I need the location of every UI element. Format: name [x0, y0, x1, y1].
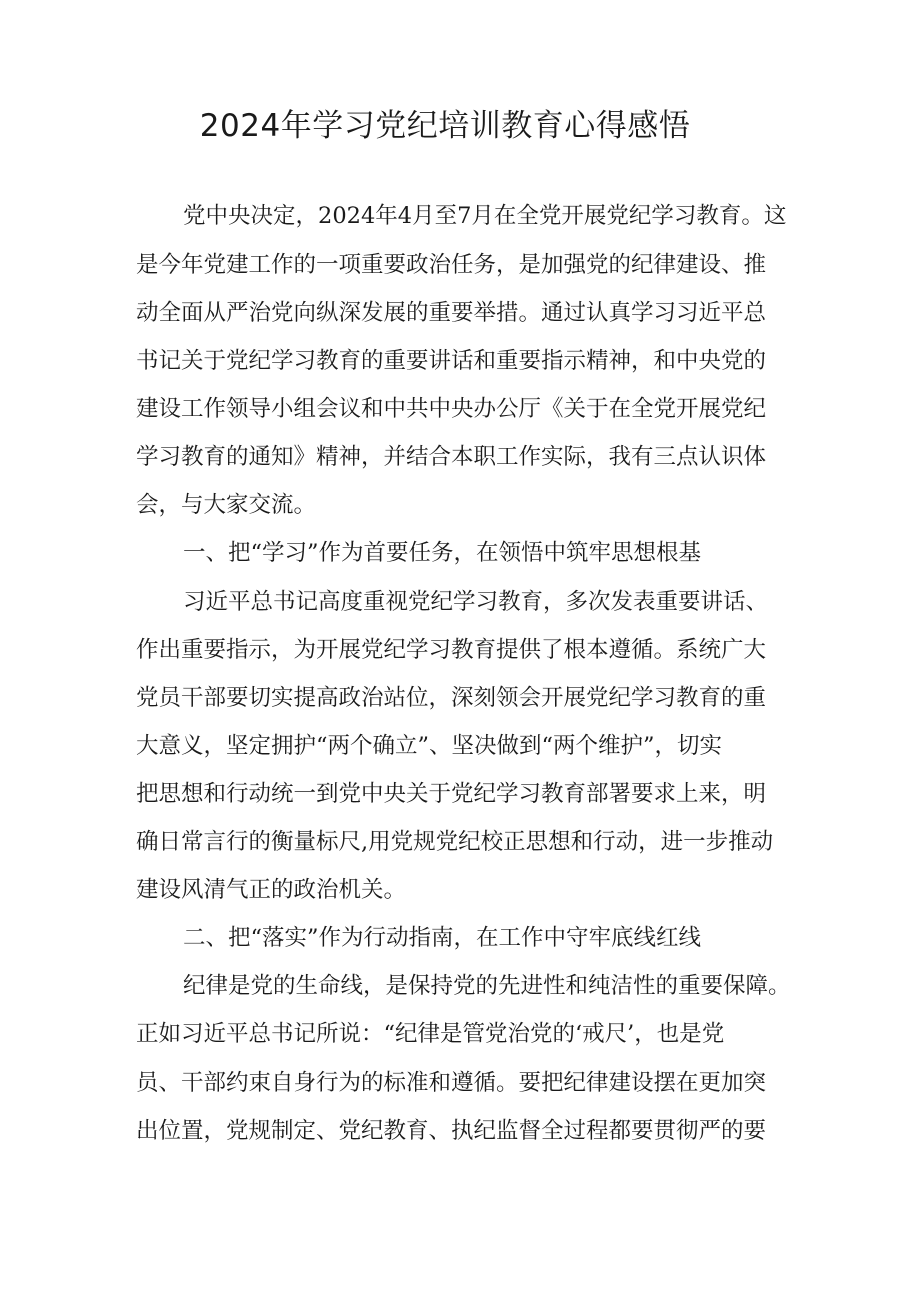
paragraph-line: 出位置，党规制定、党纪教育、执纪监督全过程都要贯彻严的要: [136, 1118, 767, 1144]
paragraph-line: 建设风清气正的政治机关。: [136, 877, 407, 903]
section-heading: 二、把“落实”作为行动指南，在工作中守牢底线红线: [183, 925, 702, 951]
document-title: 2024年学习党纪培训教育心得感悟: [199, 108, 691, 144]
paragraph-line: 习近平总书记高度重视党纪学习教育，多次发表重要讲话、: [183, 589, 769, 615]
paragraph-line: 书记关于党纪学习教育的重要讲话和重要指示精神，和中央党的: [136, 348, 767, 374]
paragraph-line: 动全面从严治党向纵深发展的重要举措。通过认真学习习近平总: [136, 300, 767, 326]
paragraph-line: 确日常言行的衡量标尺,用党规党纪校正思想和行动，进一步推动: [136, 829, 774, 855]
paragraph-line: 正如习近平总书记所说：“纪律是管党治党的‘戒尺’，也是党: [136, 1021, 725, 1047]
paragraph-line: 纪律是党的生命线，是保持党的先进性和纯洁性的重要保障。: [183, 973, 791, 999]
paragraph-line: 大意义，坚定拥护“两个确立”、坚决做到“两个维护”，切实: [136, 733, 723, 759]
paragraph-line: 党中央决定，2024年4月至7月在全党开展党纪学习教育。这: [183, 203, 787, 229]
paragraph-line: 作出重要指示，为开展党纪学习教育提供了根本遵循。系统广大: [136, 637, 767, 663]
paragraph-line: 学习教育的通知》精神，并结合本职工作实际，我有三点认识体: [136, 444, 767, 470]
paragraph-line: 把思想和行动统一到党中央关于党纪学习教育部署要求上来，明: [136, 781, 767, 807]
paragraph-line: 党员干部要切实提高政治站位，深刻领会开展党纪学习教育的重: [136, 685, 767, 711]
paragraph-line: 员、干部约束自身行为的标准和遵循。要把纪律建设摆在更加突: [136, 1070, 767, 1096]
section-heading: 一、把“学习”作为首要任务，在领悟中筑牢思想根基: [183, 540, 702, 566]
paragraph-line: 会，与大家交流。: [136, 492, 317, 518]
paragraph-line: 建设工作领导小组会议和中共中央办公厅《关于在全党开展党纪: [136, 396, 767, 422]
paragraph-line: 是今年党建工作的一项重要政治任务，是加强党的纪律建设、推: [136, 252, 767, 278]
